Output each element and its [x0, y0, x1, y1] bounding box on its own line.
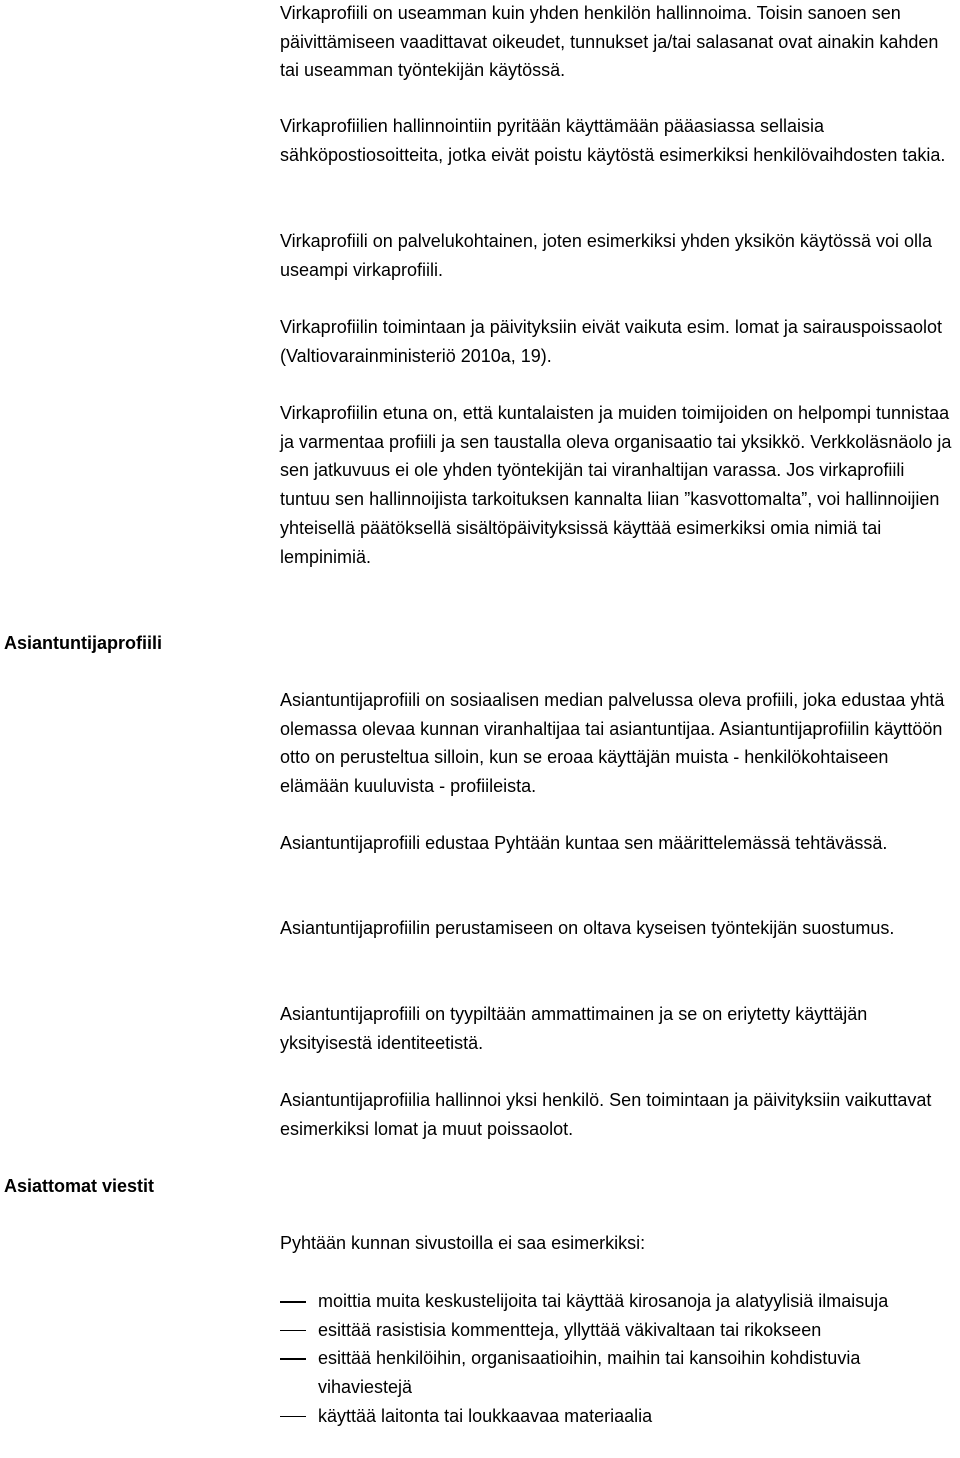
- section-heading-asiattomat-viestit: Asiattomat viestit: [4, 1176, 155, 1196]
- paragraph-asiantuntija-hallinnoi: Asiantuntijaprofiilia hallinnoi yksi henkilö. Sen toimintaan ja päivityksiin vaikuttavat esimerkiksi lomat ja muut poissaolot.: [280, 1090, 932, 1139]
- list-item: [278, 1316, 956, 1345]
- paragraph-virkaprofiili-lomat: Virkaprofiilin toimintaan ja päivityksiin eivät vaikuta esim. lomat ja sairauspoissaolot (Valtiovarainministeriö 2010a, 19).: [280, 317, 942, 366]
- list-item: [278, 1287, 956, 1316]
- paragraph-virkaprofiili-palvelukohtainen: Virkaprofiili on palvelukohtainen, joten esimerkiksi yhden yksikön käytössä voi olla useampi virkaprofiili.: [280, 231, 932, 280]
- paragraph-virkaprofiili-sahkoposti: Virkaprofiilien hallinnointiin pyritään käyttämään pääasiassa sellaisia sähköpostiosoitteita, jotka eivät poistu käytöstä esimerkiksi henkilövaihdosten takia.: [280, 116, 946, 165]
- section-heading-asiantuntijaprofiili: Asiantuntijaprofiili: [4, 633, 163, 653]
- paragraph-virkaprofiili-hallinnointi: Virkaprofiili on useamman kuin yhden henkilön hallinnoima. Toisin sanoen sen päivittämiseen vaadittavat oikeudet, tunnukset ja/tai salasanat ovat ainakin kahden tai useamman työntekijän käytössä.: [280, 3, 939, 81]
- list-item-text: moittia muita keskustelijoita tai käyttää kirosanoja ja alatyylisiä ilmaisuja: [318, 1291, 889, 1311]
- list-item-text: käyttää laitonta tai loukkaavaa materiaalia: [318, 1405, 653, 1426]
- paragraph-asiantuntija-maaritelma: Asiantuntijaprofiili on sosiaalisen median palvelussa oleva profiili, joka edustaa yhtä olemassa olevaa kunnan viranhaltijaa tai asiantuntijaa. Asiantuntijaprofiilin käyttöön otto on perusteltua silloin, kun se eroaa käyttäjän muista - henkilökohtaiseen elämään kuuluvista - profiileista.: [280, 690, 945, 797]
- list-item-text: esittää henkilöihin, organisaatioihin, maihin tai kansoihin kohdistuvia vihaviestejä: [318, 1348, 861, 1398]
- paragraph-asiattomat-intro: Pyhtään kunnan sivustoilla ei saa esimerkiksi:: [280, 1233, 646, 1253]
- paragraph-asiantuntija-suostumus: Asiantuntijaprofiilin perustamiseen on oltava kyseisen työntekijän suostumus.: [280, 918, 895, 938]
- paragraph-asiantuntija-edustaa: Asiantuntijaprofiili edustaa Pyhtään kuntaa sen määrittelemässä tehtävässä.: [280, 833, 888, 853]
- list-item: [278, 1344, 956, 1401]
- paragraph-virkaprofiili-etuna: Virkaprofiilin etuna on, että kuntalaisten ja muiden toimijoiden on helpompi tunnistaa ja varmentaa profiili ja sen taustalla oleva organisaatio tai yksikkö. Verkkoläsnäolo ja sen jatkuvuus ei ole yhden työntekijän tai viranhaltijan varassa. Jos virkaprofiili tuntuu sen hallinnoijista tarkoituksen kannalta liian ”kasvottomalta”, voi hallinnoijien yhteisellä päätöksellä sisältöpäivityksissä käyttää esimerkiksi omia nimiä tai lempinimiä.: [280, 403, 952, 567]
- list-item: [278, 1402, 956, 1431]
- prohibited-list: [278, 1287, 956, 1431]
- paragraph-asiantuntija-ammattimainen: Asiantuntijaprofiili on tyypiltään ammattimainen ja se on eriytetty käyttäjän yksityisestä identiteetistä.: [280, 1004, 868, 1053]
- list-item-text: esittää rasistisia kommentteja, yllyttää väkivaltaan tai rikokseen: [318, 1319, 822, 1340]
